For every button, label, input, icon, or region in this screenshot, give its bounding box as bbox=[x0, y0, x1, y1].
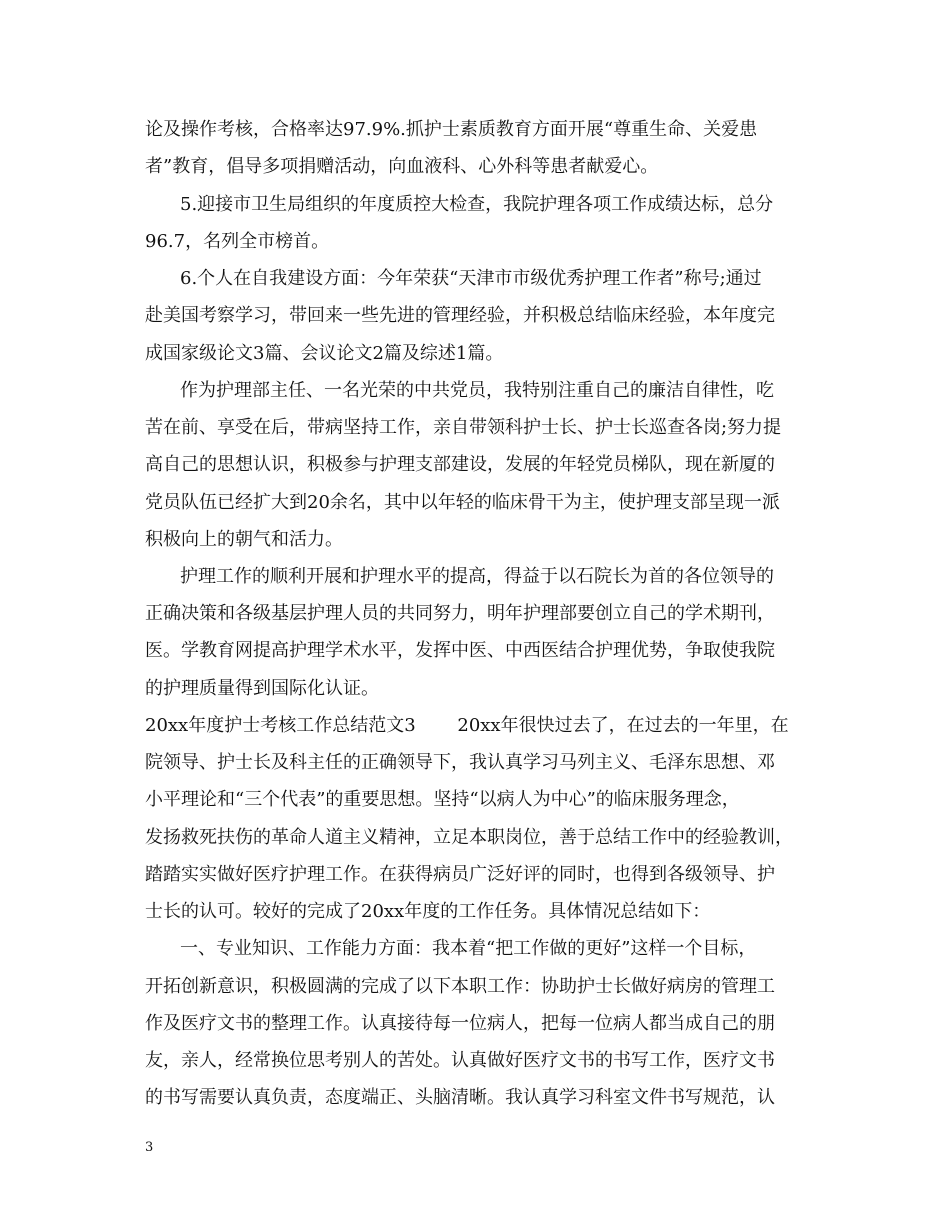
text-line: 踏踏实实做好医疗护理工作。在获得病员广泛好评的同时，也得到各级领导、护 bbox=[145, 864, 775, 885]
text-line: 小平理论和“三个代表”的重要思想。坚持“以病人为中心”的临床服务理念， bbox=[145, 789, 740, 810]
text-line: 积极向上的朝气和活力。 bbox=[145, 529, 343, 550]
text-line: 6.个人在自我建设方面：今年荣获“天津市市级优秀护理工作者”称号;通过 bbox=[180, 268, 762, 289]
text-line: 赴美国考察学习，带回来一些先进的管理经验，并积极总结临床经验，本年度完 bbox=[145, 305, 775, 326]
text-line: 护理工作的顺利开展和护理水平的提高，得益于以石院长为首的各位领导的 bbox=[180, 566, 774, 587]
text-line: 苦在前、享受在后，带病坚持工作，亲自带领科护士长、护士长巡查各岗;努力提 bbox=[145, 417, 782, 438]
text-line: 开拓创新意识，积极圆满的完成了以下本职工作：协助护士长做好病房的管理工 bbox=[145, 976, 775, 997]
text-line: 党员队伍已经扩大到20余名，其中以年轻的临床骨干为主，使护理支部呈现一派 bbox=[145, 492, 780, 513]
text-line: 论及操作考核，合格率达97.9%.抓护士素质教育方面开展“尊重生命、关爱患 bbox=[145, 119, 758, 140]
text-line: 20xx年度护士考核工作总结范文3 20xx年很快过去了，在过去的一年里，在 bbox=[145, 715, 789, 736]
text-line: 友，亲人，经常换位思考别人的苦处。认真做好医疗文书的书写工作，医疗文书 bbox=[145, 1050, 775, 1071]
text-line: 士长的认可。较好的完成了20xx年度的工作任务。具体情况总结如下： bbox=[145, 901, 711, 922]
text-line: 一、专业知识、工作能力方面：我本着“把工作做的更好”这样一个目标， bbox=[180, 938, 757, 959]
page-number: 3 bbox=[145, 1140, 154, 1155]
text-line: 者”教育，倡导多项捐赠活动，向血液科、心外科等患者献爱心。 bbox=[145, 156, 659, 177]
text-line: 的书写需要认真负责，态度端正、头脑清晰。我认真学习科室文件书写规范，认 bbox=[145, 1087, 775, 1108]
text-line: 医。学教育网提高护理学术水平，发挥中医、中西医结合护理优势，争取使我院 bbox=[145, 640, 775, 661]
text-line: 院领导、护士长及科主任的正确领导下，我认真学习马列主义、毛泽东思想、邓 bbox=[145, 752, 775, 773]
text-line: 96.7，名列全市榜首。 bbox=[145, 231, 330, 252]
text-line: 作为护理部主任、一名光荣的中共党员，我特别注重自己的廉洁自律性，吃 bbox=[180, 380, 774, 401]
text-line: 作及医疗文书的整理工作。认真接待每一位病人，把每一位病人都当成自己的朋 bbox=[145, 1013, 775, 1034]
text-line: 成国家级论文3篇、会议论文2篇及综述1篇。 bbox=[145, 343, 504, 364]
text-line: 5.迎接市卫生局组织的年度质控大检查，我院护理各项工作成绩达标，总分 bbox=[180, 194, 774, 215]
text-line: 高自己的思想认识，积极参与护理支部建设，发展的年轻党员梯队，现在新厦的 bbox=[145, 454, 775, 475]
text-line: 正确决策和各级基层护理人员的共同努力，明年护理部要创立自己的学术期刊， bbox=[145, 603, 775, 624]
text-line: 发扬救死扶伤的革命人道主义精神，立足本职岗位，善于总结工作中的经验教训， bbox=[145, 827, 793, 848]
text-line: 的护理质量得到国际化认证。 bbox=[145, 678, 379, 699]
